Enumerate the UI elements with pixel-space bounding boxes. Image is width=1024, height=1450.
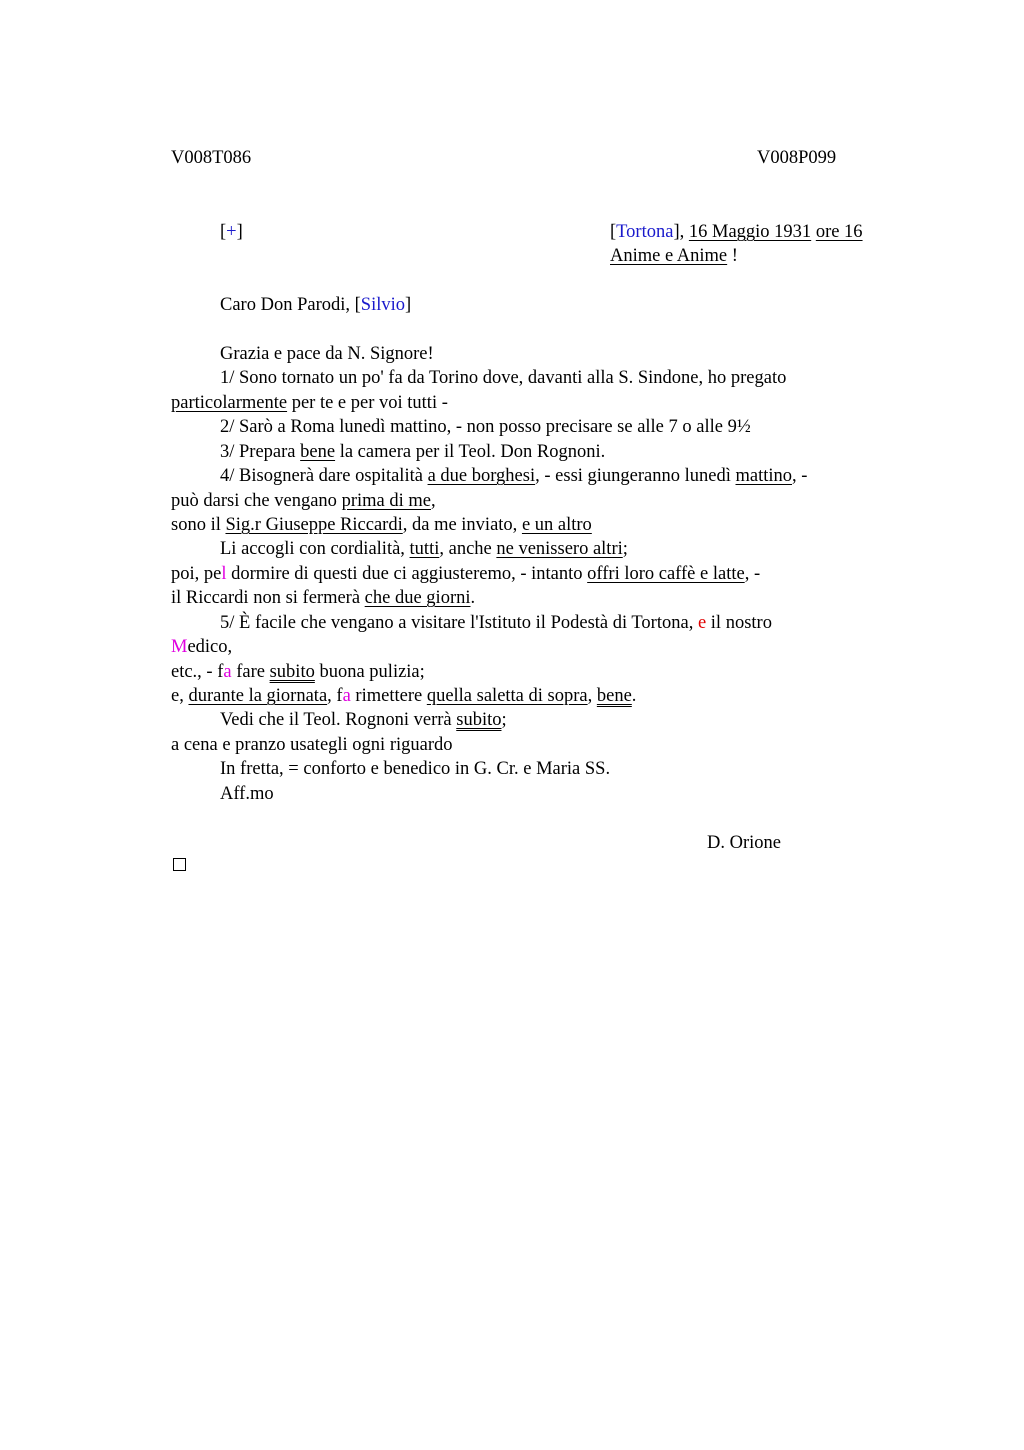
underlined-text: durante la giornata <box>188 686 328 706</box>
text: , da me inviato, <box>402 515 522 535</box>
text: , f <box>327 686 343 706</box>
text: ; <box>501 710 507 730</box>
underlined-text: offri loro caffè e latte <box>587 564 745 584</box>
text: 3/ Prepara <box>220 442 301 462</box>
text: la camera per il Teol. Don Rognoni. <box>335 442 606 462</box>
text: edico, <box>187 637 233 657</box>
para-8: In fretta, = conforto e benedico in G. Cr. e Maria SS. <box>220 759 611 779</box>
text: . <box>470 588 476 608</box>
text: il Riccardi non si fermerà <box>171 588 365 608</box>
para-7: a cena e pranzo usategli ogni riguardo <box>171 735 453 755</box>
para-4 <box>220 464 807 488</box>
text: buona pulizia; <box>314 662 425 682</box>
underlined-text: mattino <box>735 466 793 486</box>
cross-symbol: + <box>226 222 237 242</box>
underlined-text: prima di me <box>341 491 431 511</box>
para-5-line-3 <box>171 660 425 684</box>
text: il nostro <box>706 613 772 633</box>
greeting: Grazia e pace da N. Signore! <box>220 344 434 364</box>
motto: Anime e Anime <box>610 246 728 266</box>
time: ore 16 <box>815 222 863 242</box>
signature: D. Orione <box>707 833 781 853</box>
text: dormire di questi due ci aggiusteremo, - intanto <box>226 564 588 584</box>
place: Tortona <box>616 222 674 242</box>
text: , - <box>744 564 761 584</box>
underlined-text: particolarmente <box>171 393 288 413</box>
para-5 <box>220 611 772 635</box>
closing: Aff.mo <box>220 784 274 804</box>
para-1: 1/ Sono tornato un po' fa da Torino dove, davanti alla S. Sindone, ho pregato <box>220 368 787 388</box>
page-id: V008P099 <box>757 148 837 168</box>
text: . <box>631 686 637 706</box>
text: , - <box>792 466 808 486</box>
double-underlined-text: bene <box>596 686 632 706</box>
underlined-text: tutti <box>409 539 440 559</box>
magenta-letter: l <box>221 564 227 584</box>
salutation: Caro Don Parodi, [Silvio] <box>220 295 412 315</box>
place-date: [Tortona], 16 Maggio 1931 ore 16 <box>610 222 863 242</box>
underlined-text: a due borghesi <box>427 466 536 486</box>
text: 4/ Bisognerà dare ospitalità <box>220 466 428 486</box>
text: etc., - f <box>171 662 224 682</box>
text: , anche <box>439 539 497 559</box>
doc-id: V008T086 <box>171 148 252 168</box>
text: poi, pe <box>171 564 222 584</box>
date: 16 Maggio 1931 <box>688 222 812 242</box>
text: , <box>587 686 597 706</box>
para-4-line-5 <box>171 562 760 586</box>
para-4-line-4 <box>220 537 628 561</box>
double-underlined-text: subito <box>269 662 315 682</box>
salutation-name: Silvio <box>360 295 406 315</box>
red-letter: e <box>697 613 707 633</box>
motto-end: ! <box>727 246 738 266</box>
para-4-line-2 <box>171 489 436 513</box>
text: può darsi che vengano <box>171 491 342 511</box>
para-2: 2/ Sarò a Roma lunedì mattino, - non posso precisare se alle 7 o alle 9½ <box>220 417 751 437</box>
salutation-text: Caro Don Parodi, <box>220 295 355 315</box>
motto-line <box>610 244 738 268</box>
cross-mark: [+] <box>220 222 243 242</box>
para-3 <box>220 440 605 464</box>
text: per te e per voi tutti - <box>287 393 448 413</box>
para-5-line-2 <box>171 635 232 659</box>
text: 5/ È facile che vengano a visitare l'Istituto il Podestà di Tortona, <box>220 613 698 633</box>
para-5-line-4 <box>171 684 636 708</box>
underlined-text: bene <box>300 442 336 462</box>
underlined-text: Sig.r Giuseppe Riccardi <box>225 515 403 535</box>
text: Vedi che il Teol. Rognoni verrà <box>220 710 457 730</box>
underlined-text: ne venissero altri <box>496 539 623 559</box>
text: , <box>430 491 436 511</box>
para-6 <box>220 708 507 732</box>
underlined-text: quella saletta di sopra <box>426 686 588 706</box>
text: fare <box>231 662 270 682</box>
text: Li accogli con cordialità, <box>220 539 410 559</box>
text: e, <box>171 686 189 706</box>
underlined-text: che due giorni <box>364 588 471 608</box>
double-underlined-text: subito <box>456 710 502 730</box>
para-4-line-6 <box>171 586 475 610</box>
text: sono il <box>171 515 226 535</box>
text: , - essi giungeranno lunedì <box>535 466 736 486</box>
magenta-letter: a <box>223 662 232 682</box>
underlined-text: e un altro <box>521 515 592 535</box>
para-1-cont <box>171 391 448 415</box>
para-4-line-3 <box>171 513 592 537</box>
text: rimettere <box>350 686 427 706</box>
magenta-letter: M <box>171 637 188 657</box>
magenta-letter: a <box>342 686 351 706</box>
text: ; <box>622 539 628 559</box>
end-box-icon <box>173 858 186 871</box>
